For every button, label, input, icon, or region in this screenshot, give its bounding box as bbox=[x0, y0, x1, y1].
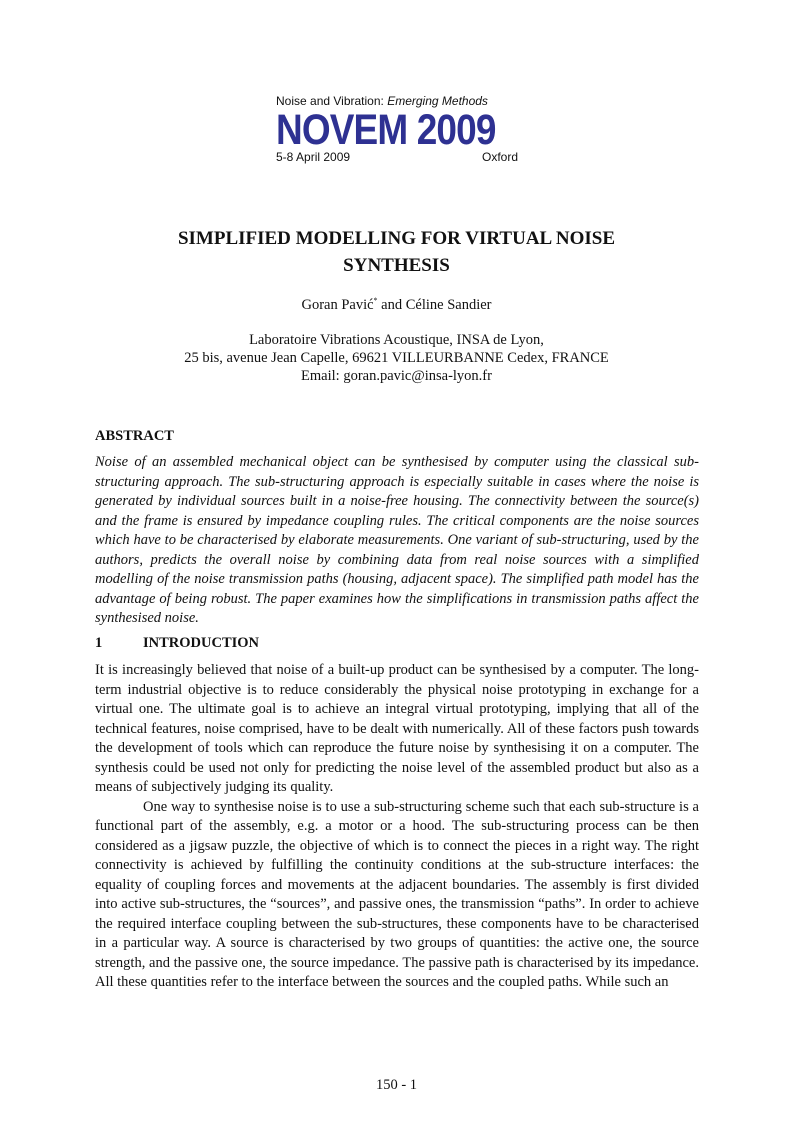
page-number: 150 - 1 bbox=[375, 1077, 418, 1093]
author-1: Goran Pavić bbox=[301, 296, 374, 313]
author-list bbox=[96, 292, 697, 314]
abstract-text: Noise of an assembled mechanical object can be synthesised by computer using the classical sub-structuring approach. The sub-structuring approach is especially suitable in cases where the noise is generated by individual sources built in a noise-free housing. The connectivity between the source(s) and the frame is ensured by impedance coupling rules. The critical components are the noise sources which have to be characterised by elaborate measurements. One variant of sub-structuring, used by the authors, predicts the overall noise by combining data from real noise sources with a simplified modelling of the noise transmission paths (housing, adjacent space). The simplified path model has the advantage of being robust. The paper examines how the simplifications in transmission paths affect the synthesised noise. bbox=[95, 454, 699, 626]
affiliation bbox=[96, 331, 697, 385]
conference-series-label: Noise and Vibration: bbox=[276, 94, 384, 108]
section-number: 1 bbox=[95, 635, 103, 651]
author-2: Céline Sandier bbox=[405, 296, 492, 313]
affiliation-institution: Laboratoire Vibrations Acoustique, INSA de Lyon, bbox=[249, 332, 544, 348]
section-heading-introduction bbox=[95, 634, 259, 652]
conference-city: Oxford bbox=[481, 150, 518, 164]
corresponding-author-mark: * bbox=[373, 296, 378, 305]
paragraph: It is increasingly believed that noise of a built-up product can be synthesised by a computer. The long-term industrial objective is to reduce considerably the physical noise prototyping in exchange for a virtual one. The ultimate goal is to achieve an integral virtual prototyping, implying that all of the technical features, noise comprised, have to be dealt with numerically. All of these factors push towards the development of tools which can reproduce the future noise by synthesising it on a computer. The synthesis could be used not only for predicting the noise level of the assembled product but also as a means of subjectively judging its quality. bbox=[95, 662, 699, 795]
section-title: INTRODUCTION bbox=[143, 635, 260, 651]
conference-series-subtitle: Emerging Methods bbox=[387, 94, 488, 108]
paragraph: One way to synthesise noise is to use a sub-structuring scheme such that each sub-structure is a functional part of the assembly, e.g. a motor or a hood. The sub-structuring process can be then considered as a jigsaw puzzle, the objective of which is to connect the pieces in a right way. The right connectivity is achieved by fulfilling the continuity conditions at the sub-structure interfaces: the equality of coupling forces and movements at the adjacent boundaries. The assembly is first divided into active sub-structures, the “sources”, and passive ones, the transmission “paths”. In order to achieve the required interface coupling between the sub-structures, these components have to be characterised in a particular way. A source is characterised by two groups of quantities: the active one, the source strength, and the passive one, the source impedance. The passive path is characterised by its impedance. All these quantities refer to the interface between the sources and the coupled paths. While such an bbox=[95, 798, 699, 990]
conference-logo: NOVEM 2009 bbox=[276, 106, 496, 154]
paper-title-line2: SYNTHESIS bbox=[343, 255, 450, 276]
author-conjunction: and bbox=[381, 296, 403, 313]
paper-title-line1: SIMPLIFIED MODELLING FOR VIRTUAL NOISE bbox=[177, 228, 616, 249]
affiliation-email: Email: goran.pavic@insa-lyon.fr bbox=[301, 368, 492, 384]
conference-header bbox=[276, 94, 522, 164]
affiliation-address: 25 bis, avenue Jean Capelle, 69621 VILLEURBANNE Cedex, FRANCE bbox=[184, 350, 609, 366]
paper-title bbox=[96, 225, 697, 279]
conference-dates: 5-8 April 2009 bbox=[276, 150, 351, 164]
introduction-body bbox=[95, 661, 699, 993]
abstract-heading: ABSTRACT bbox=[95, 428, 174, 444]
